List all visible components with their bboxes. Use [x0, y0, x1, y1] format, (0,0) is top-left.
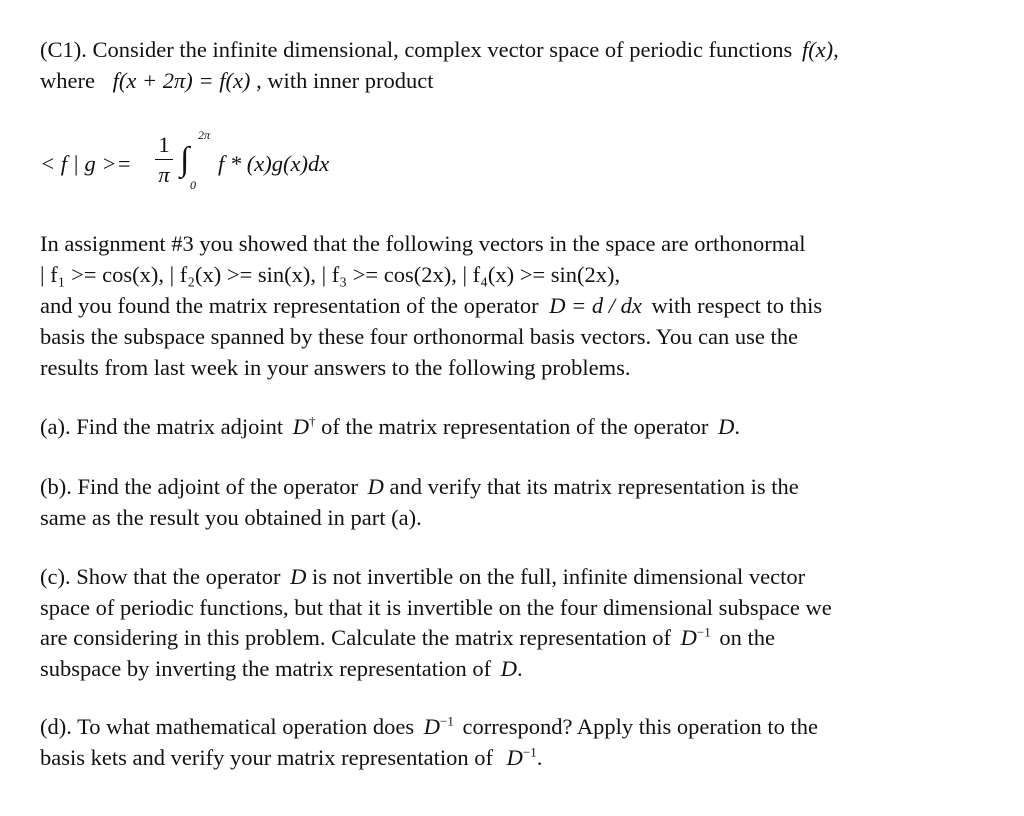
part-c-text-1b: is not invertible on the full, infinite dimensional vector — [312, 564, 806, 589]
integral-sign: ∫ — [180, 141, 190, 178]
part-c-operator-2: D — [500, 656, 517, 681]
integral-lower-limit: 0 — [190, 178, 196, 192]
part-c-text-3a: are considering in this problem. Calculate the matrix representation of — [40, 625, 672, 650]
orthonormal-basis-list: | f₁ >= cos(x), | f₂(x) >= sin(x), | f₃ >= cos(2x), | f₄(x) >= sin(2x), — [40, 262, 621, 287]
intro-line-2 — [40, 65, 434, 96]
fraction-bar — [155, 159, 173, 160]
part-b-text-1a: (b). Find the adjoint of the operator — [40, 474, 359, 499]
paragraph-text-4: basis the subspace spanned by these four orthonormal basis vectors. You can use the — [40, 324, 798, 349]
part-a — [40, 411, 740, 442]
intro-where: where — [40, 68, 95, 93]
part-b-text-2: same as the result you obtained in part (a). — [40, 505, 422, 530]
inner-product-formula — [40, 128, 440, 202]
periodicity-equation: f(x + 2π) = f(x) — [112, 68, 251, 93]
paragraph-text-3b: with respect to this — [651, 293, 823, 318]
paragraph-line-5 — [40, 352, 631, 383]
part-d-line-1 — [40, 711, 818, 742]
inverse-exponent: −1 — [696, 624, 711, 640]
part-d-line-2 — [40, 742, 542, 773]
part-c-inverse-operator: D — [680, 625, 697, 650]
paragraph-text-3a: and you found the matrix representation of the operator — [40, 293, 539, 318]
part-d-inverse-operator: D — [423, 714, 441, 739]
part-d-period: . — [536, 745, 543, 770]
part-c-text-1a: (c). Show that the operator — [40, 564, 281, 589]
inner-product-lhs: < f | g >= — [40, 151, 132, 176]
operator-definition: D = d / dx — [549, 293, 642, 318]
part-d-text-2a: basis kets and verify your matrix representation of — [40, 745, 493, 770]
part-d-inverse-operator-2: D — [506, 745, 523, 770]
part-d-text-1b: correspond? Apply this operation to the — [462, 714, 819, 739]
part-c-text-2: space of periodic functions, but that it is invertible on the four dimensional subspace we — [40, 595, 832, 620]
part-c-line-1 — [40, 561, 805, 592]
part-a-period: . — [734, 414, 740, 439]
part-b-line-1 — [40, 471, 799, 502]
part-a-operator: D — [292, 414, 309, 439]
dagger-symbol: † — [308, 413, 316, 429]
part-c-line-4 — [40, 653, 523, 684]
fraction — [153, 132, 175, 189]
paragraph-line-1 — [40, 228, 805, 259]
part-b-line-2 — [40, 502, 422, 533]
part-c-period: . — [517, 656, 523, 681]
part-c-operator: D — [290, 564, 307, 589]
part-c-text-4a: subspace by inverting the matrix representation of — [40, 656, 492, 681]
part-d-text-1a: (d). To what mathematical operation does — [40, 714, 415, 739]
inverse-exponent: −1 — [440, 713, 454, 729]
fraction-numerator: 1 — [158, 132, 170, 157]
paragraph-text-1: In assignment #3 you showed that the following vectors in the space are orthonormal — [40, 231, 806, 256]
paragraph-line-4 — [40, 321, 798, 352]
intro-fx: f(x), — [801, 37, 839, 62]
part-c-text-3b: on the — [719, 625, 776, 650]
part-a-text: (a). Find the matrix adjoint — [40, 414, 284, 439]
part-b-text-1b: and verify that its matrix representation is the — [389, 474, 799, 499]
intro-text: (C1). Consider the infinite dimensional, complex vector space of periodic functions — [40, 37, 793, 62]
paragraph-text-5: results from last week in your answers to the following problems. — [40, 355, 631, 380]
integral-upper-limit: 2π — [198, 128, 211, 142]
part-a-operator-2: D — [718, 414, 735, 439]
part-a-text-2: of the matrix representation of the operator — [321, 414, 709, 439]
fraction-denominator: π — [158, 162, 170, 187]
intro-line-1 — [40, 34, 839, 65]
part-b-operator: D — [367, 474, 384, 499]
paragraph-line-3 — [40, 290, 822, 321]
inverse-exponent: −1 — [522, 744, 537, 760]
part-c-line-2 — [40, 592, 832, 623]
part-c-line-3 — [40, 622, 775, 653]
intro-inner-product-text: , with inner product — [256, 68, 434, 93]
integrand: f * (x)g(x)dx — [218, 151, 330, 176]
paragraph-line-2 — [40, 259, 620, 290]
